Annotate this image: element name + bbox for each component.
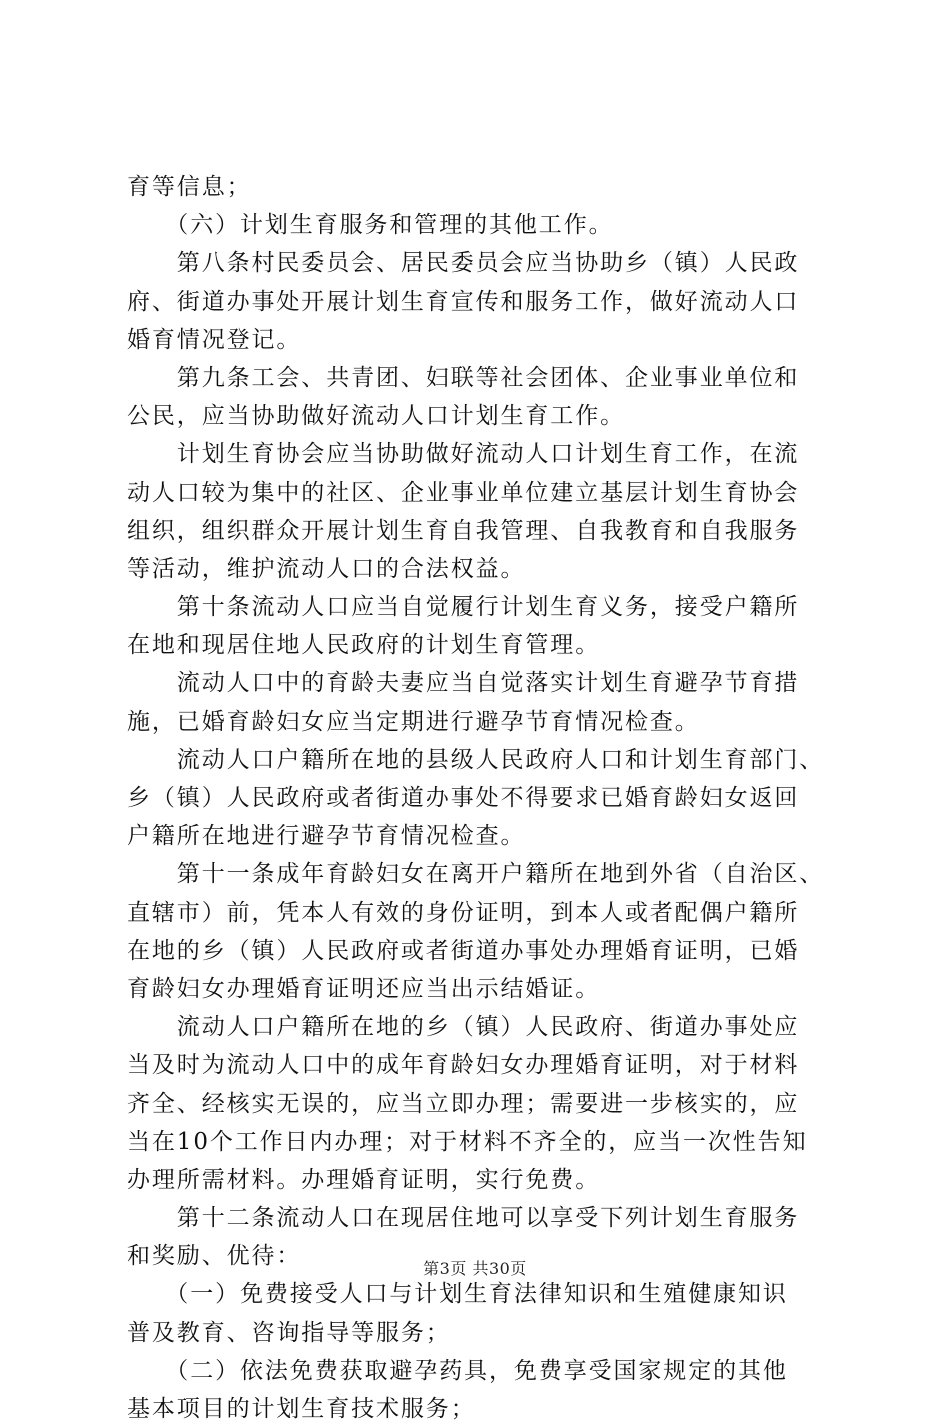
- text-line: 在地和现居住地人民政府的计划生育管理。: [127, 632, 601, 659]
- document-body: [127, 168, 832, 1428]
- text-line: 动人口较为集中的社区、企业事业单位建立基层计划生育协会: [127, 479, 800, 506]
- text-line: 直辖市）前，凭本人有效的身份证明，到本人或者配偶户籍所: [127, 899, 800, 926]
- text-line: （一）免费接受人口与计划生育法律知识和生殖健康知识: [127, 1281, 788, 1308]
- text-line: 等活动，维护流动人口的合法权益。: [127, 555, 526, 582]
- text-line: 户籍所在地进行避孕节育情况检查。: [127, 823, 526, 850]
- text-line: 第九条工会、共青团、妇联等社会团体、企业事业单位和: [127, 364, 800, 391]
- text-line: 计划生育协会应当协助做好流动人口计划生育工作，在流: [127, 441, 800, 468]
- text-line: 和奖励、优待：: [127, 1243, 302, 1270]
- text-line: 办理所需材料。办理婚育证明，实行免费。: [127, 1166, 601, 1193]
- text-line: 齐全、经核实无误的，应当立即办理；需要进一步核实的，应: [127, 1090, 800, 1117]
- text-line: 基本项目的计划生育技术服务；: [127, 1396, 476, 1422]
- text-line: 流动人口中的育龄夫妻应当自觉落实计划生育避孕节育措: [127, 670, 800, 697]
- text-line: 第十条流动人口应当自觉履行计划生育义务，接受户籍所: [127, 594, 800, 621]
- text-line: （六）计划生育服务和管理的其他工作。: [127, 212, 614, 239]
- text-line: 当及时为流动人口中的成年育龄妇女办理婚育证明，对于材料: [127, 1052, 800, 1079]
- text-line: 公民，应当协助做好流动人口计划生育工作。: [127, 403, 625, 430]
- text-line: 育等信息；: [127, 174, 252, 200]
- text-line: 乡（镇）人民政府或者街道办事处不得要求已婚育龄妇女返回: [127, 785, 800, 811]
- text-line: 第八条村民委员会、居民委员会应当协助乡（镇）人民政: [127, 250, 800, 277]
- text-line: 流动人口户籍所在地的乡（镇）人民政府、街道办事处应: [127, 1014, 800, 1041]
- text-line: （二）依法免费获取避孕药具，免费享受国家规定的其他: [127, 1357, 788, 1384]
- text-line: 府、街道办事处开展计划生育宣传和服务工作，做好流动人口: [127, 288, 800, 315]
- text-line: 育龄妇女办理婚育证明还应当出示结婚证。: [127, 975, 601, 1002]
- text-line: 在地的乡（镇）人民政府或者街道办事处办理婚育证明，已婚: [127, 937, 800, 964]
- page-number-footer: 第3页 共30页: [423, 1259, 527, 1278]
- text-line: 流动人口户籍所在地的县级人民政府人口和计划生育部门、: [127, 746, 825, 773]
- text-line: 婚育情况登记。: [127, 326, 302, 353]
- text-line: 第十二条流动人口在现居住地可以享受下列计划生育服务: [127, 1205, 800, 1232]
- text-line: 第十一条成年育龄妇女在离开户籍所在地到外省（自治区、: [127, 861, 825, 888]
- text-line: 普及教育、咨询指导等服务；: [127, 1319, 451, 1346]
- text-line: 当在10个工作日内办理；对于材料不齐全的，应当一次性告知: [127, 1128, 808, 1155]
- text-line: 施，已婚育龄妇女应当定期进行避孕节育情况检查。: [127, 708, 700, 735]
- text-line: 组织，组织群众开展计划生育自我管理、自我教育和自我服务: [127, 517, 800, 544]
